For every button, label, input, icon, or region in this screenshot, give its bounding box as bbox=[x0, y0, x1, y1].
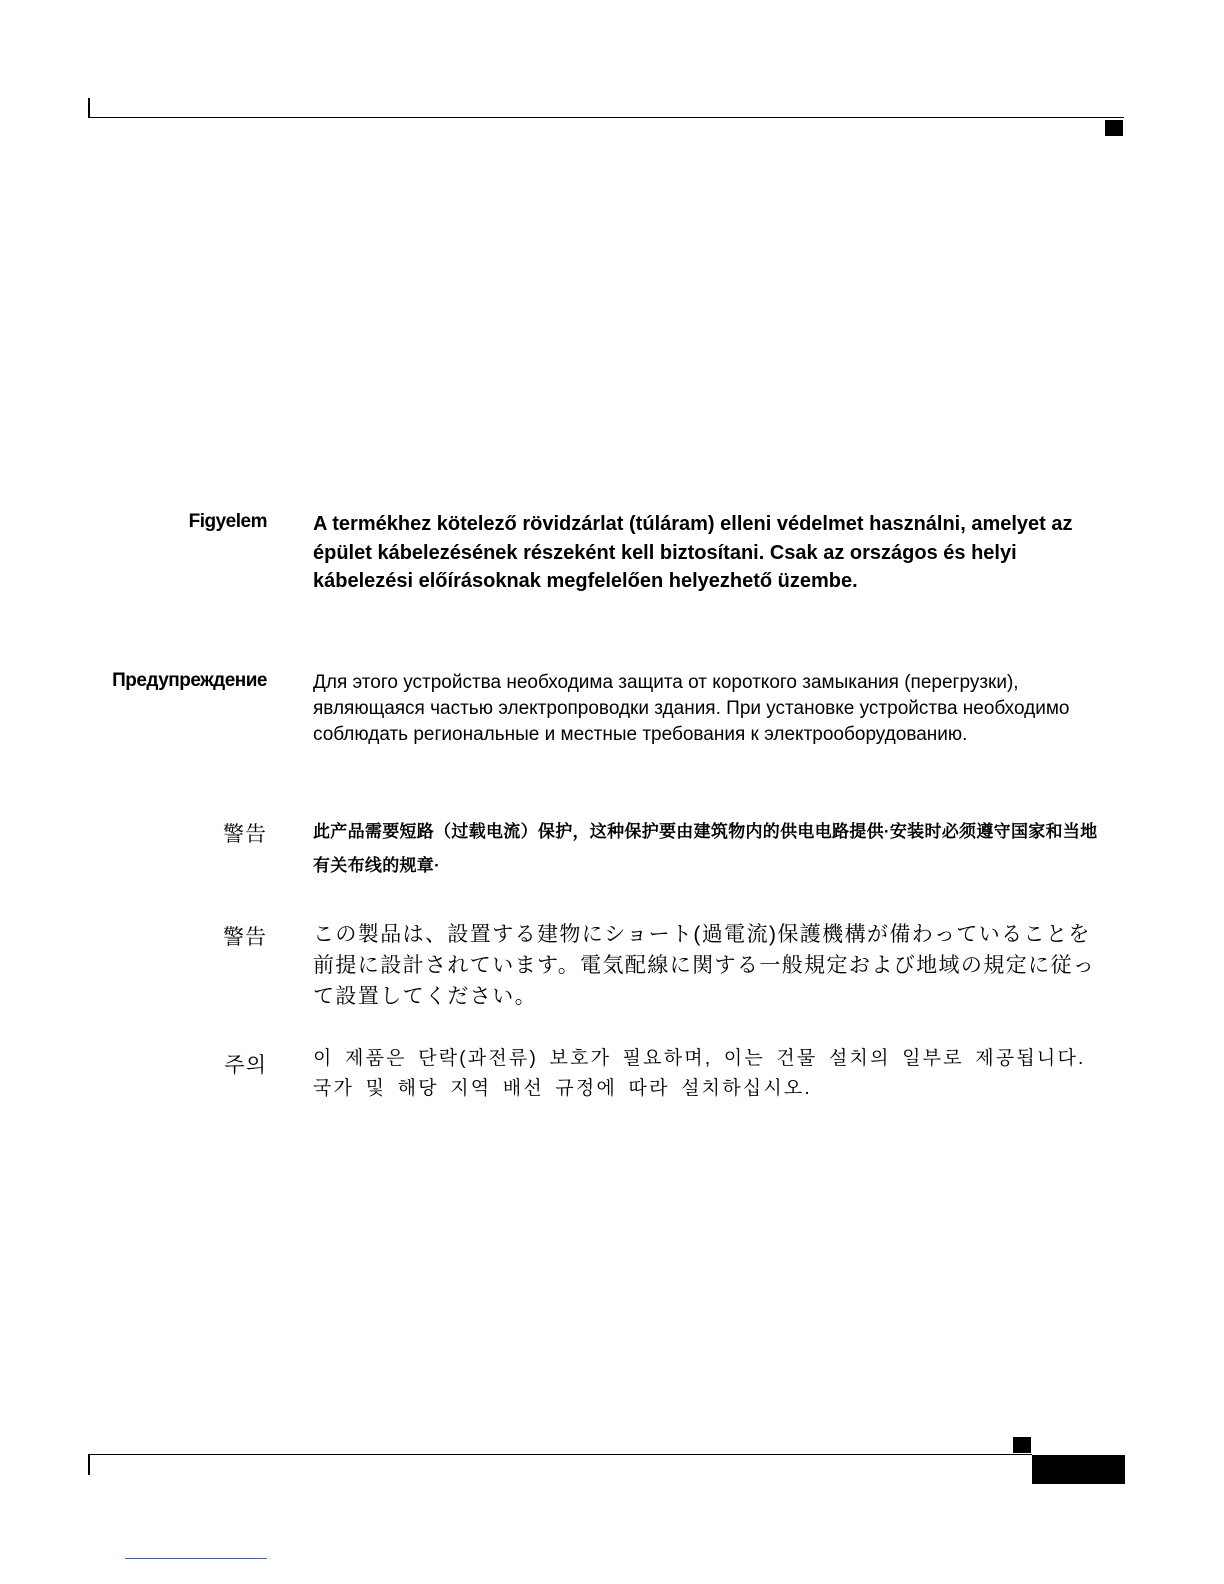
warning-text: 이 제품은 단락(과전류) 보호가 필요하며, 이는 건물 설치의 일부로 제공됩니다. 국가 및 해당 지역 배선 규정에 따라 설치하십시오. bbox=[313, 1048, 1086, 1099]
footer-rule bbox=[88, 1454, 1032, 1455]
footer-marker bbox=[1013, 1437, 1031, 1453]
header-rule-tick bbox=[88, 98, 90, 118]
warning-label: 警告 bbox=[223, 926, 267, 949]
header-marker bbox=[1105, 120, 1123, 136]
warning-label: Figyelem bbox=[188, 511, 267, 532]
warning-text: この製品は、設置する建物にショート(過電流)保護機構が備わっていることを前提に設計されています。電気配線に関する一般規定および地域の規定に従って設置してください。 bbox=[313, 923, 1096, 1008]
page-number-tab bbox=[1032, 1455, 1125, 1484]
warning-text: A termékhez kötelező rövidzárlat (túláram) elleni védelmet használni, amelyet az épület kábelezésének részeként kell biztosítani. Csak az országos és helyi kábelezési előírásoknak megfelelően helyezhető üzembe. bbox=[313, 513, 1073, 592]
warning-label: Предупреждение bbox=[112, 670, 267, 691]
footer-link-underline[interactable] bbox=[125, 1558, 267, 1559]
header-rule bbox=[88, 117, 1124, 118]
warning-label: 주의 bbox=[224, 1054, 267, 1077]
warning-label: 警告 bbox=[223, 823, 267, 846]
warning-text: 此产品需要短路（过载电流）保护，这种保护要由建筑物内的供电电路提供·安装时必须遵守国家和当地有关布线的规章· bbox=[313, 822, 1098, 875]
warning-text: Для этого устройства необходима защита от короткого замыкания (перегрузки), являющаяся частью электропроводки здания. При установке устройства необходимо соблюдать региональные и местные требования к электрооборудованию. bbox=[313, 672, 1070, 745]
footer-rule-tick bbox=[88, 1455, 90, 1475]
